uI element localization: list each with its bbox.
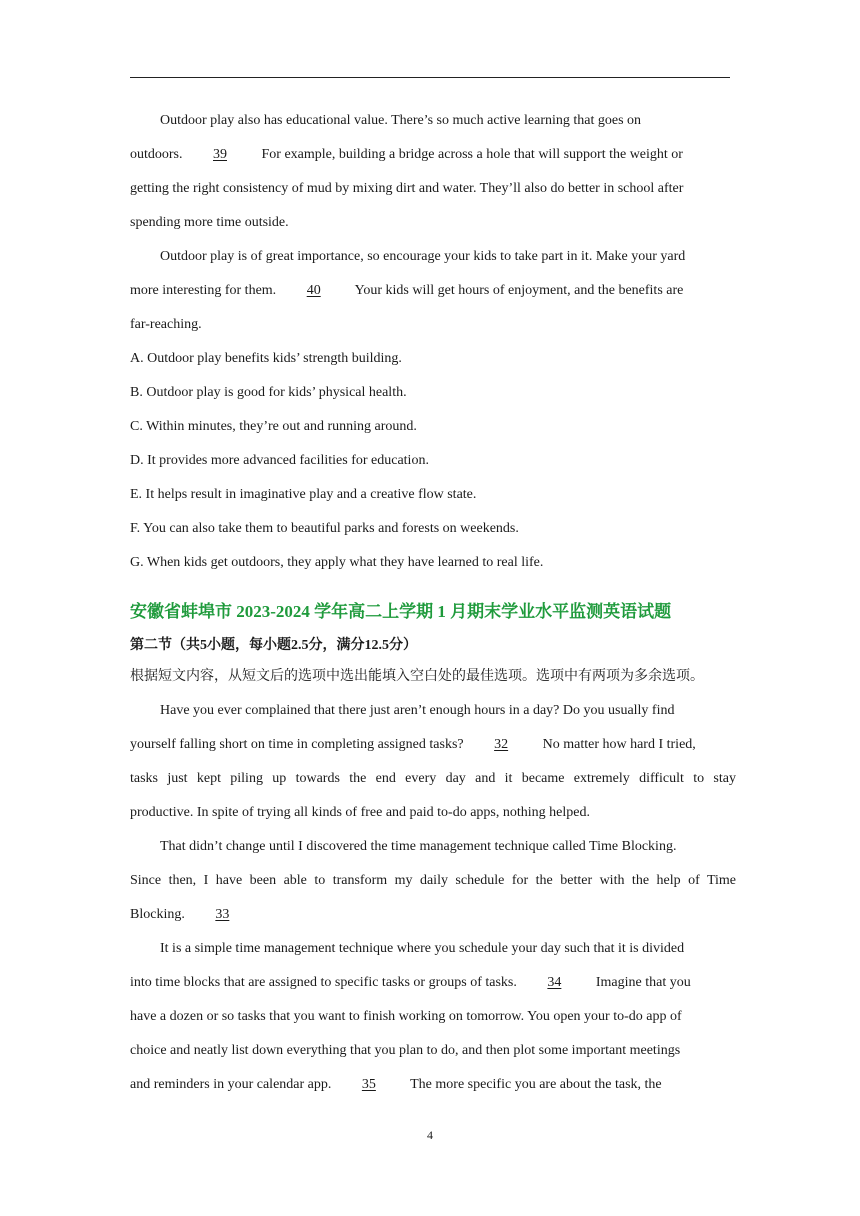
document-body — [130, 104, 736, 1102]
paragraph-line: Since then, I have been able to transform my daily schedule for the better with the help of Time — [130, 873, 736, 888]
paragraph-line: tasks just kept piling up towards the end every day and it became extremely difficult to stay — [130, 771, 736, 786]
option-b: B. Outdoor play is good for kids’ physical health. — [130, 385, 407, 400]
paragraph-line: It is a simple time management technique where you schedule your day such that it is divided — [160, 941, 685, 956]
paragraph-line: Have you ever complained that there just aren’t enough hours in a day? Do you usually find — [160, 703, 675, 718]
blank-33[interactable]: 33 — [215, 907, 230, 922]
option-a: A. Outdoor play benefits kids’ strength building. — [130, 351, 402, 366]
paragraph-line: have a dozen or so tasks that you want to finish working on tomorrow. You open your to-do app of — [130, 1009, 682, 1024]
section-heading: 安徽省蚌埠市 2023-2024 学年高二上学期 1 月期末学业水平监测英语试题 — [130, 602, 672, 621]
paragraph-line: That didn’t change until I discovered the time management technique called Time Blocking. — [160, 839, 677, 854]
blank-39[interactable]: 39 — [213, 147, 227, 162]
header-rule — [130, 77, 730, 78]
option-f: F. You can also take them to beautiful parks and forests on weekends. — [130, 521, 519, 536]
blank-34[interactable]: 34 — [547, 975, 562, 990]
blank-35[interactable]: 35 — [361, 1077, 376, 1092]
paragraph-line: and reminders in your calendar app. 35 The more specific you are about the task, the — [130, 1068, 736, 1102]
paragraph-line: choice and neatly list down everything that you plan to do, and then plot some important meetings — [130, 1043, 681, 1058]
paragraph-line: outdoors. 39 For example, building a bridge across a hole that will support the weight or — [130, 138, 736, 172]
section-subheading: 第二节（共5小题，每小题2.5分，满分12.5分） — [130, 638, 417, 653]
paragraph-line: Blocking. 33 — [130, 898, 736, 932]
option-d: D. It provides more advanced facilities for education. — [130, 453, 429, 468]
blank-32[interactable]: 32 — [494, 737, 509, 752]
paragraph-line: into time blocks that are assigned to specific tasks or groups of tasks. 34 Imagine that you — [130, 966, 736, 1000]
paragraph-line: Outdoor play is of great importance, so encourage your kids to take part in it. Make your yard — [160, 249, 686, 264]
option-c: C. Within minutes, they’re out and running around. — [130, 419, 417, 434]
paragraph-line: more interesting for them. 40 Your kids will get hours of enjoyment, and the benefits are — [130, 274, 736, 308]
paragraph-line: productive. In spite of trying all kinds of free and paid to-do apps, nothing helped. — [130, 805, 590, 820]
option-e: E. It helps result in imaginative play and a creative flow state. — [130, 487, 477, 502]
paragraph-line: yourself falling short on time in completing assigned tasks? 32 No matter how hard I tried, — [130, 728, 736, 762]
section-instruction: 根据短文内容，从短文后的选项中选出能填入空白处的最佳选项。选项中有两项为多余选项。 — [130, 669, 704, 684]
paragraph-line: far-reaching. — [130, 317, 202, 332]
page-number: 4 — [427, 1128, 433, 1142]
blank-40[interactable]: 40 — [306, 283, 321, 298]
option-g: G. When kids get outdoors, they apply what they have learned to real life. — [130, 555, 544, 570]
paragraph-line: Outdoor play also has educational value. There’s so much active learning that goes on — [160, 113, 642, 128]
paragraph-line: getting the right consistency of mud by mixing dirt and water. They’ll also do better in school after — [130, 181, 684, 196]
paragraph-line: spending more time outside. — [130, 215, 289, 230]
